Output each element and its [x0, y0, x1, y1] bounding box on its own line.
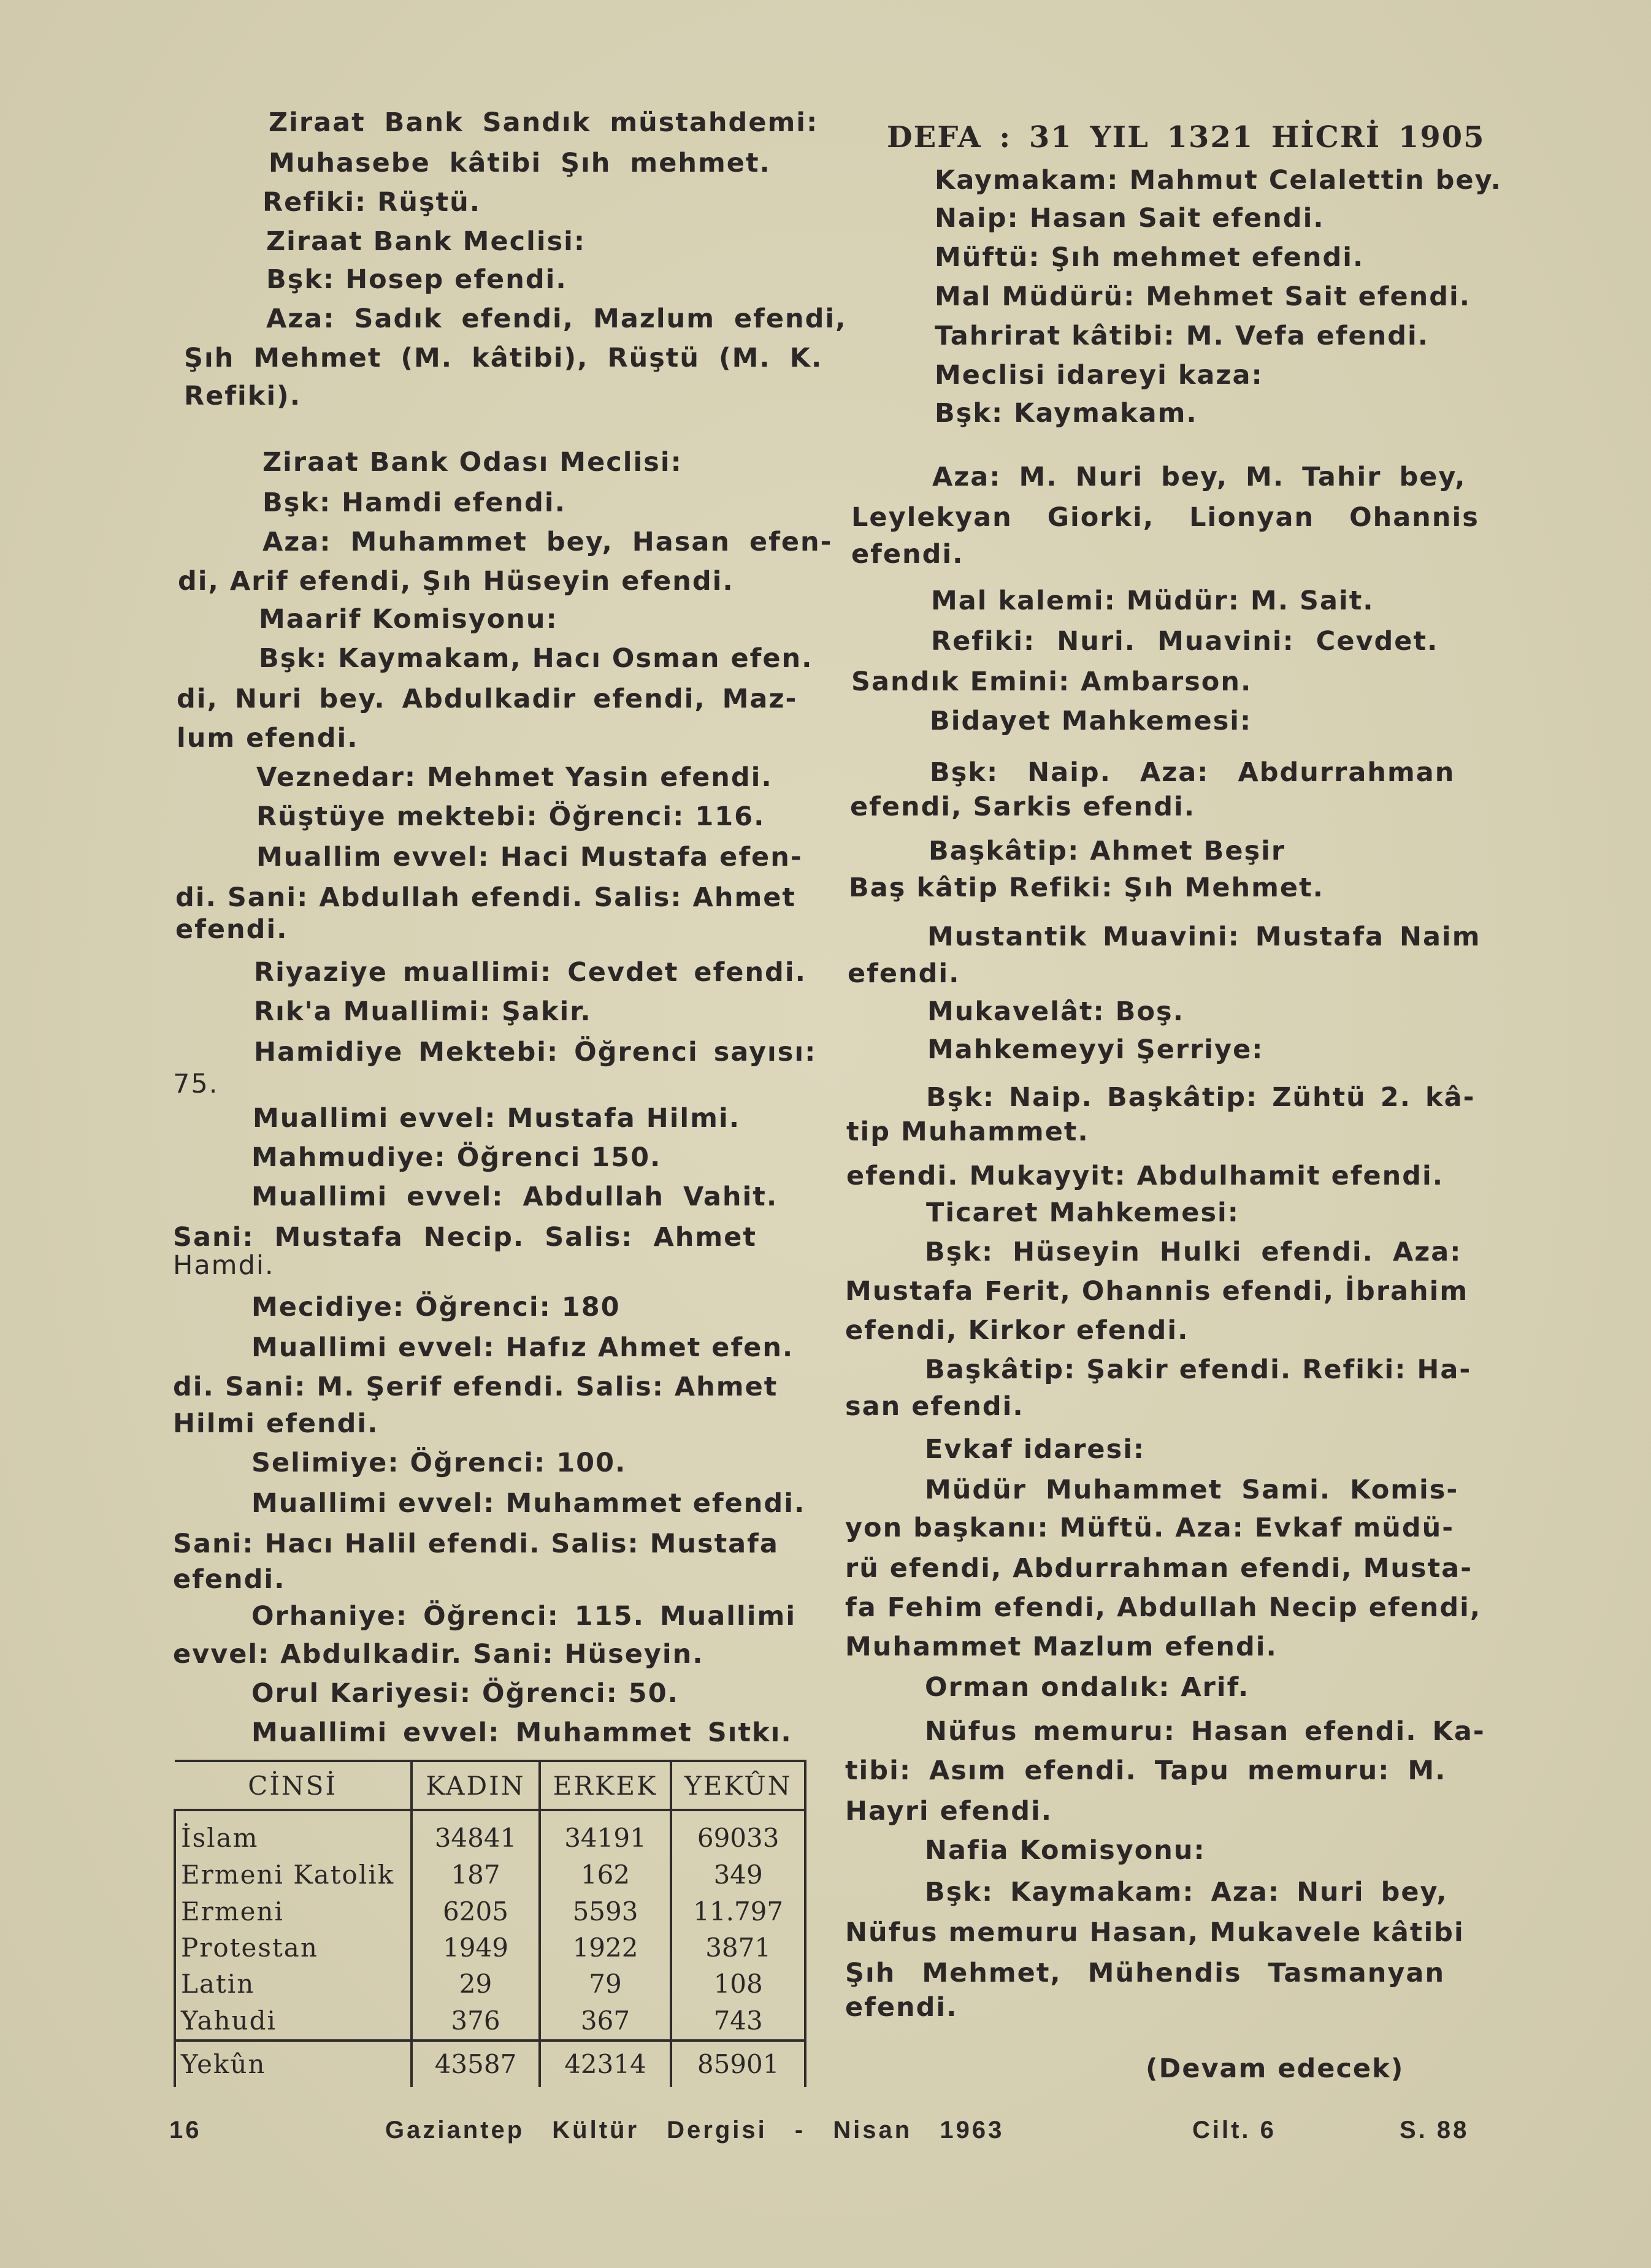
text-line: Ziraat Bank Sandık müstahdemi:	[269, 107, 819, 138]
table-row	[175, 1966, 805, 2003]
text-line: Muhasebe kâtibi Şıh mehmet.	[269, 148, 771, 178]
text-line: Rık'a Muallimi: Şakir.	[254, 996, 592, 1027]
table-cell: 34841	[412, 1810, 539, 1857]
text-line: san efendi.	[845, 1391, 1024, 1422]
text-line: Evkaf idaresi:	[925, 1434, 1146, 1465]
table-cell: 85901	[671, 2041, 805, 2087]
text-line: Bşk: Hüseyin Hulki efendi. Aza:	[925, 1237, 1462, 1267]
text-line: Şıh Mehmet, Mühendis Tasmanyan	[845, 1958, 1446, 1988]
text-line: Refiki: Nuri. Muavini: Cevdet.	[931, 626, 1439, 657]
text-line: fa Fehim efendi, Abdullah Necip efendi,	[845, 1592, 1482, 1623]
text-line: Muallimi evvel: Abdullah Vahit.	[251, 1182, 778, 1212]
table-row	[175, 1893, 805, 1930]
text-line: Rüştüye mektebi: Öğrenci: 116.	[256, 801, 765, 832]
text-line: di, Arif efendi, Şıh Hüseyin efendi.	[178, 566, 734, 597]
text-line: Hayri efendi.	[845, 1796, 1053, 1827]
table-cell: Yekûn	[175, 2041, 412, 2087]
table-cell: İslam	[175, 1810, 412, 1857]
text-line: Hamdi.	[173, 1250, 275, 1281]
text-line: Tahrirat kâtibi: M. Vefa efendi.	[935, 321, 1430, 351]
text-line: Başkâtip: Şakir efendi. Refiki: Ha-	[925, 1354, 1472, 1385]
population-table	[174, 1760, 806, 2087]
table-cell: 3871	[671, 1930, 805, 1966]
text-line: Mukavelât: Boş.	[927, 996, 1184, 1027]
table-cell: Ermeni Katolik	[175, 1857, 412, 1893]
text-line: Bidayet Mahkemesi:	[930, 706, 1252, 736]
text-line: Mahkemeyyi Şerriye:	[927, 1034, 1264, 1065]
text-line: Baş kâtip Refiki: Şıh Mehmet.	[849, 872, 1324, 903]
text-line: Muallimi evvel: Muhammet Sıtkı.	[251, 1717, 792, 1748]
table-total-row	[175, 2041, 805, 2087]
text-line: Muallimi evvel: Muhammet efendi.	[251, 1488, 806, 1519]
text-line: Ziraat Bank Odası Meclisi:	[262, 447, 683, 478]
text-line: Nafia Komisyonu:	[925, 1835, 1206, 1866]
text-line: Muallimi evvel: Hafız Ahmet efen.	[251, 1332, 794, 1363]
table-cell: 162	[540, 1857, 672, 1893]
text-line: di. Sani: M. Şerif efendi. Salis: Ahmet	[173, 1372, 778, 1402]
text-line: efendi.	[851, 539, 964, 570]
volume-label: Cilt. 6	[1192, 2117, 1276, 2144]
text-line: Kaymakam: Mahmut Celalettin bey.	[935, 165, 1502, 196]
table-header-row	[175, 1761, 805, 1810]
text-line: Orman ondalık: Arif.	[925, 1672, 1250, 1703]
table-header: CİNSİ	[175, 1761, 412, 1810]
text-line: tibi: Asım efendi. Tapu memuru: M.	[845, 1755, 1447, 1786]
page-number: 16	[169, 2117, 202, 2144]
table-cell: 43587	[412, 2041, 539, 2087]
text-line: efendi. Mukayyit: Abdulhamit efendi.	[846, 1161, 1444, 1191]
table-cell: Yahudi	[175, 2003, 412, 2041]
text-line: Naip: Hasan Sait efendi.	[935, 203, 1325, 234]
continued-note: (Devam edecek)	[1146, 2053, 1404, 2084]
text-line: efendi, Kirkor efendi.	[845, 1315, 1189, 1346]
table-row	[175, 1810, 805, 1857]
table-cell: 69033	[671, 1810, 805, 1857]
text-line: efendi.	[173, 1564, 286, 1595]
text-line: Bşk: Naip. Aza: Abdurrahman	[930, 757, 1455, 788]
table-row	[175, 1930, 805, 1966]
text-line: efendi.	[845, 1992, 958, 2023]
text-line: Orhaniye: Öğrenci: 115. Muallimi	[251, 1601, 797, 1632]
text-line: di. Sani: Abdullah efendi. Salis: Ahmet	[175, 882, 796, 913]
table-cell: Ermeni	[175, 1893, 412, 1930]
text-line: Sani: Mustafa Necip. Salis: Ahmet	[173, 1222, 757, 1253]
table-cell: 349	[671, 1857, 805, 1893]
text-line: efendi.	[175, 914, 288, 945]
text-line: lum efendi.	[177, 723, 359, 754]
table-cell: Latin	[175, 1966, 412, 2003]
section-heading: DEFA : 31 YIL 1321 HİCRİ 1905	[887, 120, 1485, 155]
text-line: Muhammet Mazlum efendi.	[845, 1632, 1278, 1662]
text-line: Bşk: Kaymakam.	[935, 398, 1198, 429]
table-cell: Protestan	[175, 1930, 412, 1966]
text-line: Refiki: Rüştü.	[262, 187, 481, 218]
text-line: Bşk: Hamdi efendi.	[262, 487, 566, 518]
text-line: tip Muhammet.	[846, 1117, 1089, 1147]
text-line: Sani: Hacı Halil efendi. Salis: Mustafa	[173, 1529, 779, 1559]
table-row	[175, 1857, 805, 1893]
text-line: Leylekyan Giorki, Lionyan Ohannis	[851, 502, 1479, 533]
table-row	[175, 2003, 805, 2041]
text-line: Riyaziye muallimi: Cevdet efendi.	[254, 957, 806, 988]
text-line: Selimiye: Öğrenci: 100.	[251, 1448, 627, 1478]
text-line: Müftü: Şıh mehmet efendi.	[935, 242, 1365, 273]
text-line: Mal kalemi: Müdür: M. Sait.	[931, 586, 1374, 616]
text-line: Başkâtip: Ahmet Beşir	[929, 836, 1286, 866]
table-cell: 376	[412, 2003, 539, 2041]
table-header: ERKEK	[540, 1761, 672, 1810]
text-line: Bşk: Hosep efendi.	[266, 264, 567, 295]
text-line: Müdür Muhammet Sami. Komis-	[925, 1475, 1459, 1505]
text-line: Mal Müdürü: Mehmet Sait efendi.	[935, 281, 1471, 312]
text-line: Nüfus memuru: Hasan efendi. Ka-	[925, 1716, 1485, 1747]
table-cell: 42314	[540, 2041, 672, 2087]
text-line: Meclisi idareyi kaza:	[935, 360, 1263, 391]
text-line: 75.	[173, 1069, 219, 1099]
text-line: yon başkanı: Müftü. Aza: Evkaf müdü-	[845, 1513, 1455, 1543]
text-line: Şıh Mehmet (M. kâtibi), Rüştü (M. K.	[184, 343, 823, 373]
table-cell: 1949	[412, 1930, 539, 1966]
text-line: Muallim evvel: Haci Mustafa efen-	[256, 842, 803, 872]
text-line: Mustantik Muavini: Mustafa Naim	[927, 922, 1481, 952]
text-line: evvel: Abdulkadir. Sani: Hüseyin.	[173, 1639, 704, 1670]
text-line: Bşk: Kaymakam: Aza: Nuri bey,	[925, 1877, 1448, 1907]
table-cell: 11.797	[671, 1893, 805, 1930]
text-line: Aza: Muhammet bey, Hasan efen-	[262, 527, 833, 557]
text-line: Mustafa Ferit, Ohannis efendi, İbrahim	[845, 1276, 1469, 1307]
text-line: Aza: M. Nuri bey, M. Tahir bey,	[932, 462, 1466, 492]
text-line: Bşk: Naip. Başkâtip: Zühtü 2. kâ-	[926, 1082, 1476, 1113]
text-line: Ziraat Bank Meclisi:	[266, 226, 586, 257]
table-cell: 108	[671, 1966, 805, 2003]
text-line: Refiki).	[184, 381, 302, 411]
text-line: Sandık Emini: Ambarson.	[851, 666, 1252, 697]
table-cell: 743	[671, 2003, 805, 2041]
journal-name: Gaziantep Kültür Dergisi - Nisan 1963	[385, 2117, 1005, 2144]
text-line: Aza: Sadık efendi, Mazlum efendi,	[266, 304, 847, 334]
table-cell: 1922	[540, 1930, 672, 1966]
table-cell: 34191	[540, 1810, 672, 1857]
table-header: KADIN	[412, 1761, 539, 1810]
text-line: Nüfus memuru Hasan, Mukavele kâtibi	[845, 1917, 1465, 1948]
table-cell: 79	[540, 1966, 672, 2003]
text-line: rü efendi, Abdurrahman efendi, Musta-	[845, 1553, 1473, 1584]
table-cell: 29	[412, 1966, 539, 2003]
text-line: Maarif Komisyonu:	[259, 604, 558, 635]
text-line: Bşk: Kaymakam, Hacı Osman efen.	[259, 643, 813, 674]
table-cell: 6205	[412, 1893, 539, 1930]
text-line: Hilmi efendi.	[173, 1408, 379, 1439]
text-line: efendi, Sarkis efendi.	[850, 792, 1196, 822]
table-cell: 187	[412, 1857, 539, 1893]
text-line: Muallimi evvel: Mustafa Hilmi.	[253, 1103, 741, 1134]
text-line: di, Nuri bey. Abdulkadir efendi, Maz-	[177, 684, 798, 714]
table-header: YEKÛN	[671, 1761, 805, 1810]
text-line: Veznedar: Mehmet Yasin efendi.	[256, 762, 773, 793]
text-line: Orul Kariyesi: Öğrenci: 50.	[251, 1678, 679, 1709]
table-cell: 367	[540, 2003, 672, 2041]
issue-label: S. 88	[1400, 2117, 1469, 2144]
text-line: Mecidiye: Öğrenci: 180	[251, 1292, 621, 1323]
text-line: efendi.	[848, 958, 960, 989]
text-line: Mahmudiye: Öğrenci 150.	[251, 1142, 662, 1173]
text-line: Ticaret Mahkemesi:	[926, 1197, 1239, 1228]
text-line: Hamidiye Mektebi: Öğrenci sayısı:	[254, 1037, 817, 1067]
table-cell: 5593	[540, 1893, 672, 1930]
